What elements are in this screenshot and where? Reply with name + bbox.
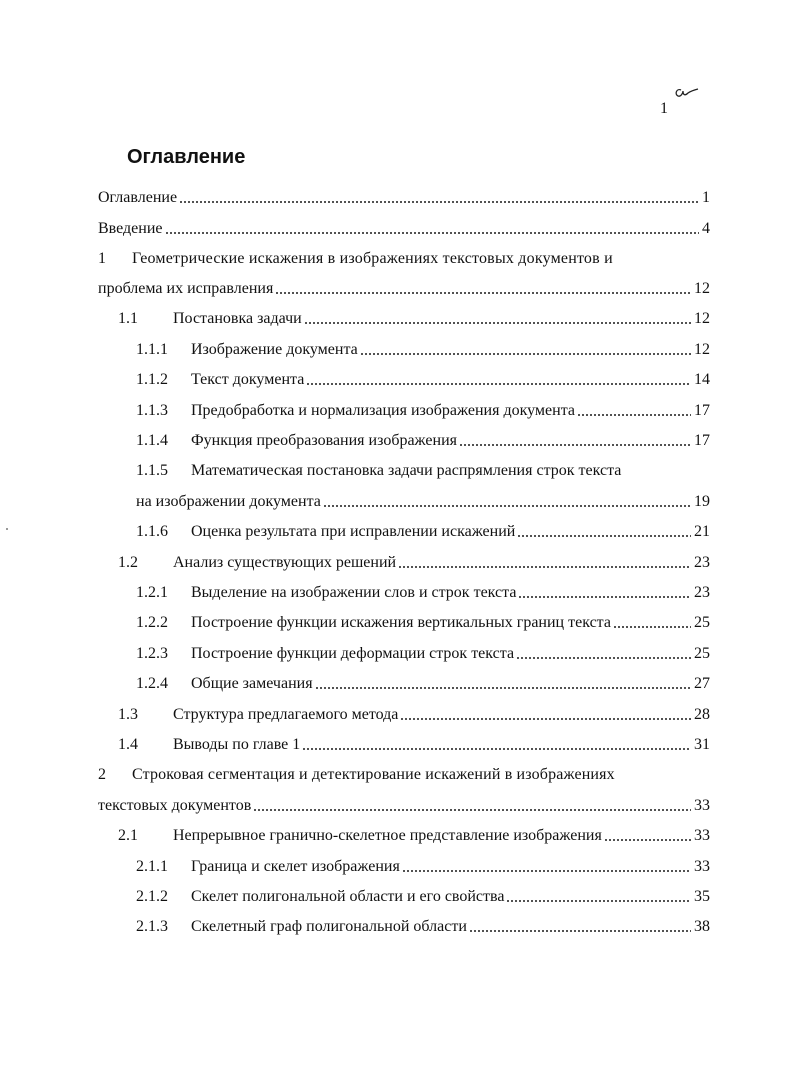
toc-entry[interactable] bbox=[98, 209, 710, 239]
leader-dots bbox=[360, 352, 691, 356]
toc-entry-number: 1.4 bbox=[118, 736, 138, 753]
toc-entry-title: на изображении документа bbox=[136, 493, 321, 510]
toc-entry-number: 1.1.5 bbox=[136, 462, 168, 479]
toc-entry[interactable] bbox=[136, 603, 710, 633]
toc-entry-number: 1.1 bbox=[118, 310, 138, 327]
toc-entry-number: 1.2.4 bbox=[136, 675, 168, 692]
toc-entry-title: Предобработка и нормализация изображения документа bbox=[191, 402, 575, 419]
toc-entry-continuation[interactable] bbox=[98, 786, 710, 816]
toc-entry-title: Геометрические искажения в изображениях текстовых документов и bbox=[132, 250, 613, 267]
toc-entry-title: Математическая постановка задачи распрямления строк текста bbox=[191, 462, 622, 479]
toc-entry-page: 33 bbox=[694, 827, 710, 844]
toc-entry-title: Структура предлагаемого метода bbox=[173, 706, 399, 723]
toc-entry-page: 12 bbox=[694, 341, 710, 358]
toc-entry-title: Оглавление bbox=[98, 189, 178, 206]
toc-entry-title: Оценка результата при исправлении искажений bbox=[191, 523, 516, 540]
toc-entry-title: Построение функции искажения вертикальных границ текста bbox=[191, 614, 611, 631]
leader-dots bbox=[604, 838, 691, 842]
toc-entry-page: 28 bbox=[694, 706, 710, 723]
toc-entry-number: 1.3 bbox=[118, 706, 138, 723]
toc-entry-continuation[interactable] bbox=[98, 269, 710, 299]
toc-entry-number: 2.1.1 bbox=[136, 858, 168, 875]
toc-entry[interactable] bbox=[136, 847, 710, 877]
toc-entry[interactable] bbox=[136, 573, 710, 603]
toc-entry[interactable] bbox=[136, 664, 710, 694]
leader-dots bbox=[275, 291, 691, 295]
toc-entry[interactable] bbox=[98, 178, 710, 208]
toc-entry-page: 35 bbox=[694, 888, 710, 905]
toc-entry-title: Выделение на изображении слов и строк текста bbox=[191, 584, 517, 601]
toc-entry-title: Скелет полигональной области и его свойства bbox=[191, 888, 505, 905]
toc-entry[interactable] bbox=[118, 299, 710, 329]
toc-entry[interactable] bbox=[98, 755, 710, 785]
toc-entry[interactable] bbox=[136, 360, 710, 390]
toc-entry-page: 4 bbox=[702, 220, 710, 237]
toc-entry-number: 2.1 bbox=[118, 827, 138, 844]
leader-dots bbox=[315, 686, 691, 690]
leader-dots bbox=[459, 443, 691, 447]
leader-dots bbox=[613, 625, 691, 629]
toc-entry-title: Введение bbox=[98, 220, 163, 237]
scan-speck bbox=[6, 528, 8, 530]
toc-entry-title: Общие замечания bbox=[191, 675, 313, 692]
toc-entry-title: Текст документа bbox=[191, 371, 305, 388]
toc-entry-number: 1 bbox=[98, 250, 107, 267]
leader-dots bbox=[323, 504, 691, 508]
toc-entry-number: 1.1.1 bbox=[136, 341, 168, 358]
handwritten-initial-icon bbox=[672, 84, 702, 104]
leader-dots bbox=[577, 413, 691, 417]
toc-entry-number: 1.2.2 bbox=[136, 614, 168, 631]
toc-title: Оглавление bbox=[127, 146, 246, 168]
toc-entry-title: Функция преобразования изображения bbox=[191, 432, 457, 449]
page-number: 1 bbox=[660, 100, 668, 117]
toc-entry[interactable] bbox=[136, 391, 710, 421]
toc-entry[interactable] bbox=[118, 543, 710, 573]
toc-entry-title: Граница и скелет изображения bbox=[191, 858, 400, 875]
leader-dots bbox=[400, 717, 691, 721]
toc-entry[interactable] bbox=[118, 725, 710, 755]
toc-entry-page: 25 bbox=[694, 645, 710, 662]
leader-dots bbox=[402, 869, 691, 873]
toc-entry-number: 1.1.2 bbox=[136, 371, 168, 388]
toc-entry[interactable] bbox=[136, 877, 710, 907]
toc-entry-page: 1 bbox=[702, 189, 710, 206]
toc-entry-page: 17 bbox=[694, 432, 710, 449]
toc-entry-number: 2 bbox=[98, 766, 107, 783]
leader-dots bbox=[469, 929, 691, 933]
toc-entry-number: 1.2 bbox=[118, 554, 138, 571]
toc-entry-number: 1.1.3 bbox=[136, 402, 168, 419]
toc-entry-page: 27 bbox=[694, 675, 710, 692]
toc-entry[interactable] bbox=[136, 421, 710, 451]
toc-entry-number: 2.1.3 bbox=[136, 918, 168, 935]
leader-dots bbox=[306, 382, 691, 386]
leader-dots bbox=[518, 595, 691, 599]
toc-entry-page: 17 bbox=[694, 402, 710, 419]
toc-entry[interactable] bbox=[118, 816, 710, 846]
toc-entry-page: 14 bbox=[694, 371, 710, 388]
leader-dots bbox=[516, 656, 691, 660]
leader-dots bbox=[302, 747, 691, 751]
leader-dots bbox=[253, 808, 691, 812]
toc-entry-number: 2.1.2 bbox=[136, 888, 168, 905]
toc-entry-page: 33 bbox=[694, 797, 710, 814]
toc-entry-number: 1.2.1 bbox=[136, 584, 168, 601]
toc-entry-title: Строковая сегментация и детектирование искажений в изображениях bbox=[132, 766, 615, 783]
toc-entry-title: Постановка задачи bbox=[173, 310, 302, 327]
toc-entry-page: 38 bbox=[694, 918, 710, 935]
toc-entry-title: Изображение документа bbox=[191, 341, 358, 358]
leader-dots bbox=[506, 899, 691, 903]
toc-entry-page: 25 bbox=[694, 614, 710, 631]
toc-entry-title: Анализ существующих решений bbox=[173, 554, 397, 571]
toc-entry[interactable] bbox=[118, 695, 710, 725]
toc-entry[interactable] bbox=[136, 330, 710, 360]
leader-dots bbox=[304, 321, 691, 325]
leader-dots bbox=[398, 565, 691, 569]
toc-entry-title: Скелетный граф полигональной области bbox=[191, 918, 467, 935]
toc-entry-number: 1.2.3 bbox=[136, 645, 168, 662]
toc-entry-continuation[interactable] bbox=[136, 482, 710, 512]
toc-entry-page: 23 bbox=[694, 584, 710, 601]
toc-entry[interactable] bbox=[136, 451, 710, 481]
toc-entry-page: 23 bbox=[694, 554, 710, 571]
toc-entry[interactable] bbox=[136, 512, 710, 542]
toc-entry-number: 1.1.4 bbox=[136, 432, 168, 449]
toc-entry-title: Построение функции деформации строк текста bbox=[191, 645, 515, 662]
toc-entry[interactable] bbox=[136, 634, 710, 664]
toc-entry-page: 12 bbox=[694, 310, 710, 327]
toc-entry-page: 19 bbox=[694, 493, 710, 510]
leader-dots bbox=[179, 200, 699, 204]
toc-entry-page: 33 bbox=[694, 858, 710, 875]
toc-entry-number: 1.1.6 bbox=[136, 523, 168, 540]
toc-entry-title: текстовых документов bbox=[98, 797, 252, 814]
toc-entry-title: проблема их исправления bbox=[98, 280, 274, 297]
toc-entry-page: 21 bbox=[694, 523, 710, 540]
toc-entry[interactable] bbox=[136, 907, 710, 937]
leader-dots bbox=[517, 534, 691, 538]
toc-entry-page: 31 bbox=[694, 736, 710, 753]
toc-entry[interactable] bbox=[98, 239, 710, 269]
toc-entry-title: Непрерывное гранично-скелетное представление изображения bbox=[173, 827, 602, 844]
toc-entry-page: 12 bbox=[694, 280, 710, 297]
leader-dots bbox=[165, 231, 700, 235]
toc-entry-title: Выводы по главе 1 bbox=[173, 736, 301, 753]
